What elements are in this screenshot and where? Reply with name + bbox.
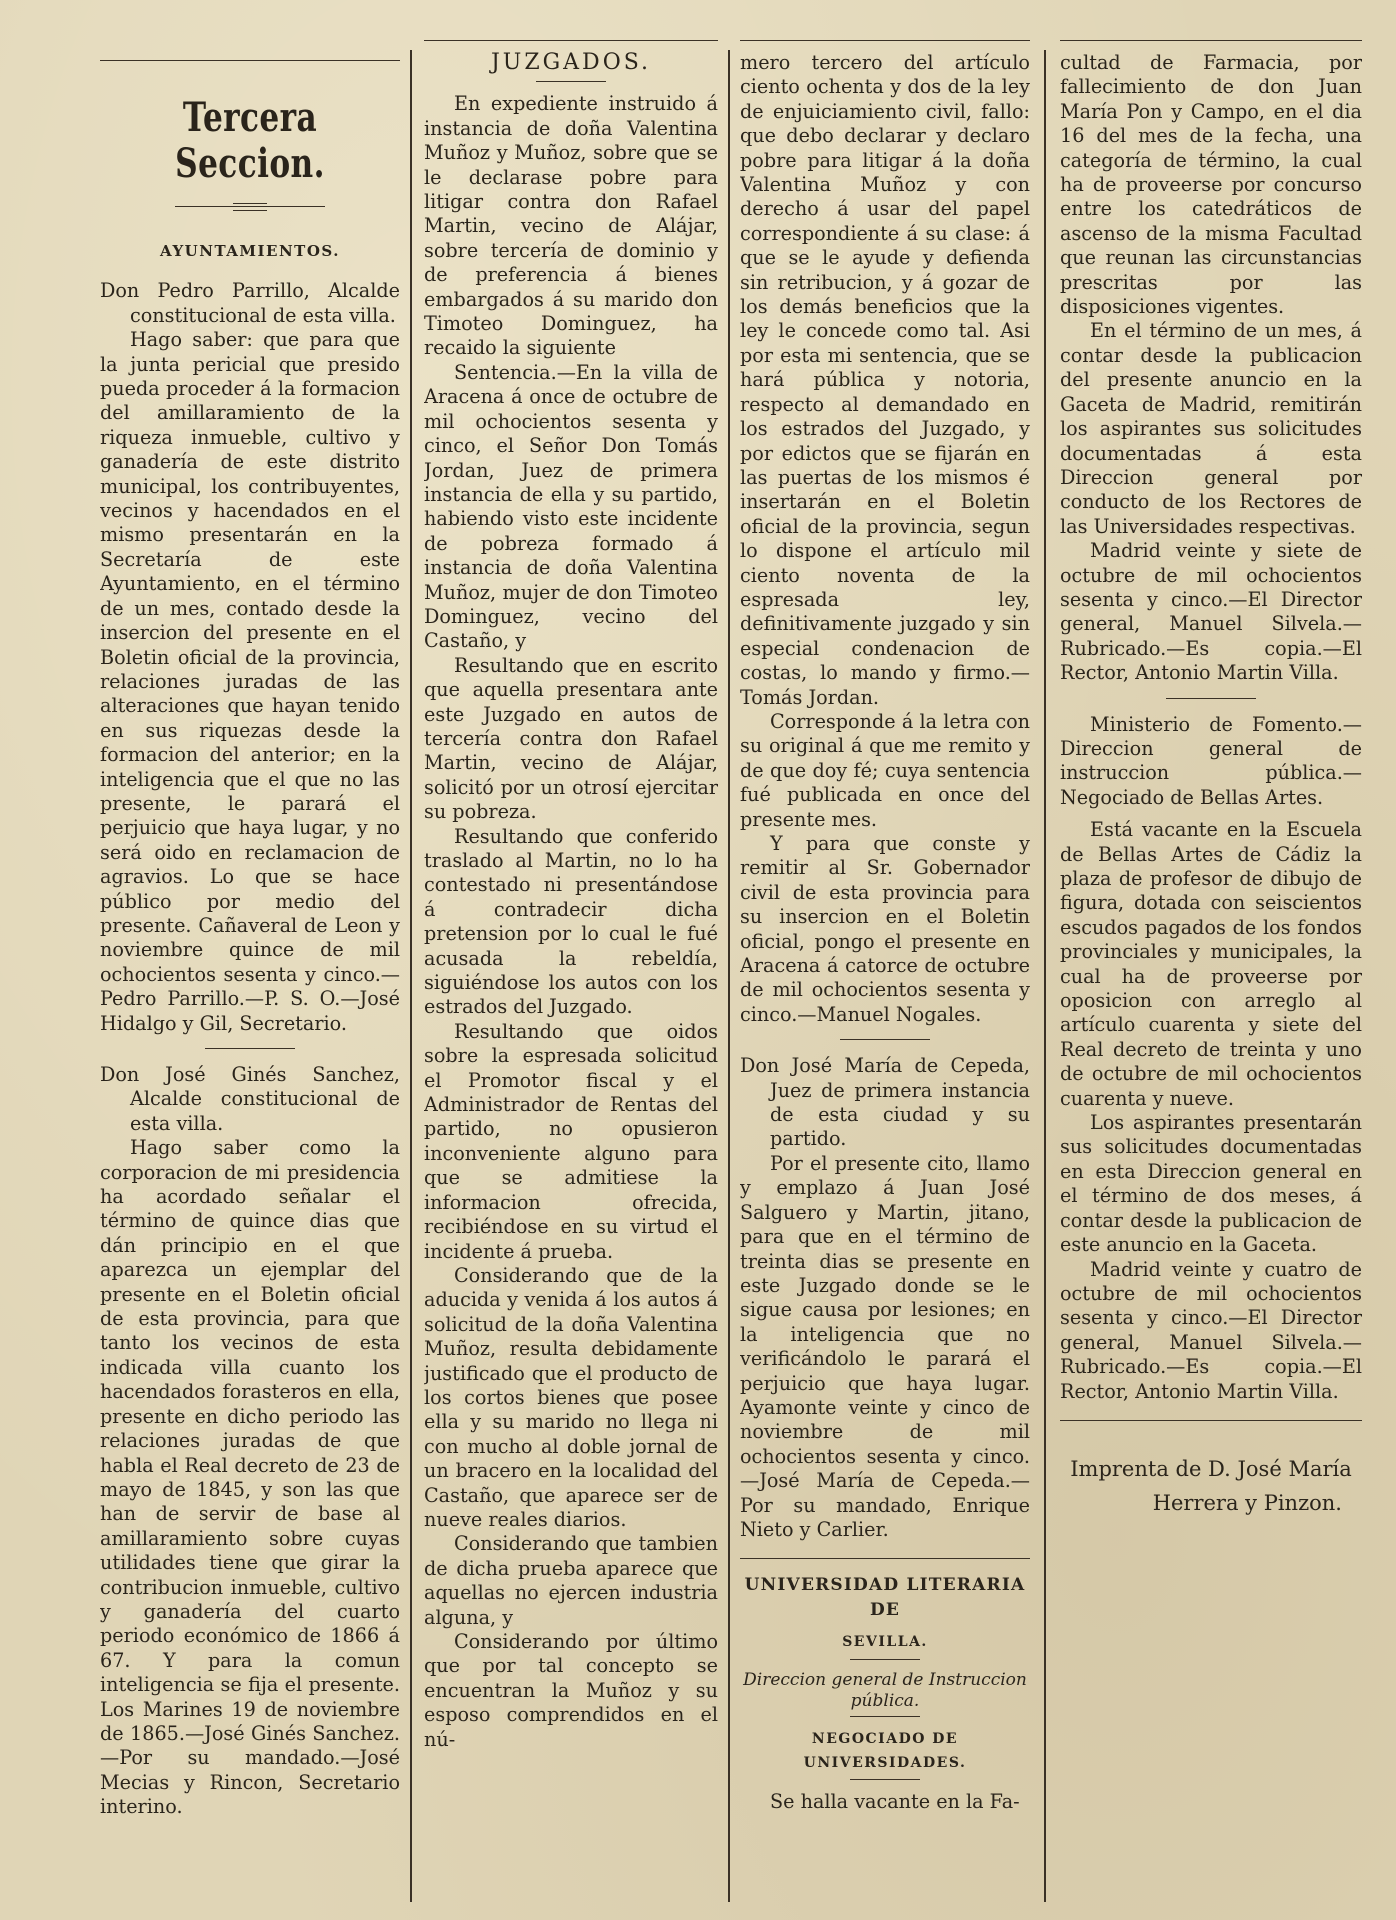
paragraph: Madrid veinte y cuatro de octubre de mil ochocientos sesenta y cinco.—El Director general, Manuel Silvela.—Rubricado.—Es copia.—El Rector, Antonio Martin Villa. [1060,1257,1362,1403]
direccion-general: Direccion general de Instruccion pública. [743,1669,1027,1711]
notice-body: Hago saber como la corporacion de mi presidencia ha acordado señalar el término de quince dias que dán principio en el que aparezca un ejemplar del presente en el Boletin oficial de esta provincia, para que tanto los vecinos de esta indicada villa cuanto los hacendados forasteros en ella, presente en dicho periodo las relaciones juradas de que habla el Real decreto de 23 de mayo de 1845, y son las que han de servir de base al amillaramiento sobre cuyas utilidades tiene que girar la contribucion inmueble, cultivo y ganadería del cuarto periodo económico de 1866 á 67. Y para la comun inteligencia se fija el presente. Los Marines 19 de noviembre de 1865.—José Ginés Sanchez.—Por su mandado.—José Mecias y Rincon, Secretario interino. [100,1136,400,1819]
notice-divider [840,1039,930,1040]
column-1 [100,60,400,1900]
paragraph: Resultando que en escrito que aquella presentara ante este Juzgado en autos de tercería contra don Rafael Martin, vecino de Alájar, solicitó por un otrosí ejercitar su pobreza. [424,653,718,824]
notice-divider [205,1048,295,1049]
paragraph: Resultando que oidos sobre la espresada solicitud el Promotor fiscal y el Administrador de Rentas del partido, no opusieron inconveniente alguno para que se admitiese la informacion ofrecida, recibiéndose en su virtud el incidente á prueba. [424,1019,718,1263]
juzgados-heading: JUZGADOS. [490,50,652,75]
paragraph: Considerando que tambien de dicha prueba aparece que aquellas no ejercen industria alguna, y [424,1532,718,1629]
column-4 [1060,40,1362,1900]
heading-rule [536,81,606,82]
notice-header: Don Pedro Parrillo, Alcalde constitucional de esta villa. [100,279,400,327]
notice-body: Hago saber: que para que la junta pericial que presido pueda proceder á la formacion del amillaramiento de la riqueza inmueble, cultivo y ganadería de este distrito municipal, los contribuyentes, vecinos y hacendados en el mismo presentarán en la Secretaría de este Ayuntamiento, en el término de un mes, contado desde la insercion del presente en el Boletin oficial de la provincia, relaciones juradas de las alteraciones que hayan tenido en sus riquezas desde la formacion del anterior; en la inteligencia que el que no las presente, le parará el perjuicio que haya lugar, y no será oido en reclamacion de agravios. Lo que se hace público por medio del presente. Cañaveral de Leon y noviembre quince de mil ochocientos sesenta y cinco.—Pedro Parrillo.—P. S. O.—José Hidalgo y Gil, Secretario. [100,328,400,1035]
paragraph: Resultando que conferido traslado al Martin, no lo ha contestado ni presentándose á contradecir dicha pretension por lo cual le fué acusada la rebeldía, siguiéndose los autos con los estrados del Juzgado. [424,824,718,1019]
negociado: NEGOCIADO DE UNIVERSIDADES. [803,1730,967,1771]
notice-header: Don José María de Cepeda, Juez de primera instancia de esta ciudad y su partido. [740,1054,1030,1151]
paragraph: Y para que conste y remitir al Sr. Gobernador civil de esta provincia para su insercion en el Boletin oficial, pongo el presente en Aracena á catorce de octubre de mil ochocientos sesenta y cinco.—Manuel Nogales. [740,832,1030,1026]
university-city: SEVILLA. [842,1634,928,1651]
paragraph: Sentencia.—En la villa de Aracena á once de octubre de mil ochocientos sesenta y cinco, el Señor Don Tomás Jordan, Juez de primera instancia de ella y su partido, habiendo visto este incidente de pobreza formado á instancia de doña Valentina Muñoz, mujer de don Timoteo Dominguez, vecino del Castaño, y [424,360,718,653]
paragraph: mero tercero del artículo ciento ochenta y dos de la ley de enjuiciamiento civil, fallo: que debo declarar y declaro pobre para litigar á la doña Valentina Muñoz y con derecho á usar del papel correspondiente á su clase: á que se le ayude y defienda sin retribucion, y á gozar de los demás beneficios que la ley le concede como tal. Asi por esta mi sentencia, que se hará pública y notoria, respecto al demandado en los estrados del Juzgado, y por edictos que se fijarán en las puertas de los mismos é insertarán en el Boletin oficial de la provincia, segun lo dispone el artículo mil ciento noventa de la espresada ley, definitivamente juzgado y sin especial condenacion de costas, lo mando y firmo.—Tomás Jordan. [740,51,1030,709]
paragraph: Los aspirantes presentarán sus solicitudes documentadas en esta Direccion general en el término de dos meses, á contar desde la publicacion de este anuncio en la Gaceta. [1060,1111,1362,1257]
heading-rule [850,1779,920,1780]
column-rule [410,50,412,1902]
heading-rule [850,1716,920,1717]
top-rule [424,40,718,41]
section-subtitle: AYUNTAMIENTOS. [160,242,340,260]
paragraph: cultad de Farmacia, por fallecimiento de don Juan María Pon y Campo, en el dia 16 del mes de la fecha, una categoría de término, la cual ha de proveerse por concurso entre los catedráticos de ascenso de la misma Facultad que reunan las circunstancias prescritas por las disposiciones vigentes. [1060,51,1362,319]
top-rule [1060,40,1362,41]
paragraph: Considerando que de la aducida y venida á los autos á solicitud de la doña Valentina Muñoz, resulta debidamente justificado que el producto de los cortos bienes que posee ella y su marido no llega ni con mucho al doble jornal de un bracero en la localidad del Castaño, que aparece ser de nueve reales diarios. [424,1263,718,1531]
ornament-rule [175,199,325,215]
section-rule [1060,1420,1362,1421]
paragraph: En el término de un mes, á contar desde la publicacion del presente anuncio en la Gaceta de Madrid, remitirán los aspirantes sus solicitudes documentadas á esta Direccion general por conducto de los Rectores de las Universidades respectivas. [1060,319,1362,538]
notice-body: Por el presente cito, llamo y emplazo á Juan José Salguero y Martin, jitano, para que en el término de treinta dias se presente en este Juzgado donde se le sigue causa por lesiones; en la inteligencia que no verificándolo le parará el perjuicio que haya lugar. Ayamonte veinte y cinco de noviembre de mil ochocientos sesenta y cinco.—José María de Cepeda.—Por su mandado, Enrique Nieto y Carlier. [740,1151,1030,1541]
paragraph: En expediente instruido á instancia de doña Valentina Muñoz y Muñoz, sobre que se le declarase pobre para litigar contra don Rafael Martin, vecino de Alájar, sobre tercería de dominio y de preferencia á bienes embargados á su marido don Timoteo Dominguez, ha recaido la siguiente [424,92,718,360]
column-rule [1044,50,1046,1902]
column-2 [424,40,718,1900]
column-rule [728,50,730,1902]
imprenta-line: Imprenta de D. José María [1070,1456,1352,1481]
section-rule [740,1558,1030,1559]
notice-header: Don José Ginés Sanchez, Alcalde constitucional de esta villa. [100,1063,400,1135]
paragraph: Corresponde á la letra con su original á que me remito y de que doy fé; cuya sentencia fué publicada en once del presente mes. [740,709,1030,831]
paragraph: Madrid veinte y siete de octubre de mil ochocientos sesenta y cinco.—El Director general, Manuel Silvela.—Rubricado.—Es copia.—El Rector, Antonio Martin Villa. [1060,539,1362,685]
top-rule [740,40,1030,41]
notice-divider [1166,698,1256,699]
section-title: Tercera Seccion. [175,94,325,187]
column-3 [740,40,1030,1900]
university-title: UNIVERSIDAD LITERARIA DE [744,1575,1026,1620]
paragraph: Está vacante en la Escuela de Bellas Artes de Cádiz la plaza de profesor de dibujo de figura, dotada con seiscientos escudos pagados de los fondos provinciales y municipales, la cual ha de proveerse por oposicion con arreglo al artículo cuarenta y siete del Real decreto de treinta y uno de octubre de mil ochocientos cuarenta y nueve. [1060,818,1362,1110]
paragraph: Se halla vacante en la Fa- [770,1790,1020,1814]
paragraph: Considerando por último que por tal concepto se encuentran la Muñoz y su esposo comprendidos en el nú- [424,1630,718,1751]
imprenta-name: Herrera y Pinzon. [1152,1490,1342,1515]
ministerio-header: Ministerio de Fomento.—Direccion general de instruccion pública.—Negociado de Bellas Artes. [1060,712,1362,809]
top-rule [100,60,400,61]
heading-rule [850,1659,920,1660]
